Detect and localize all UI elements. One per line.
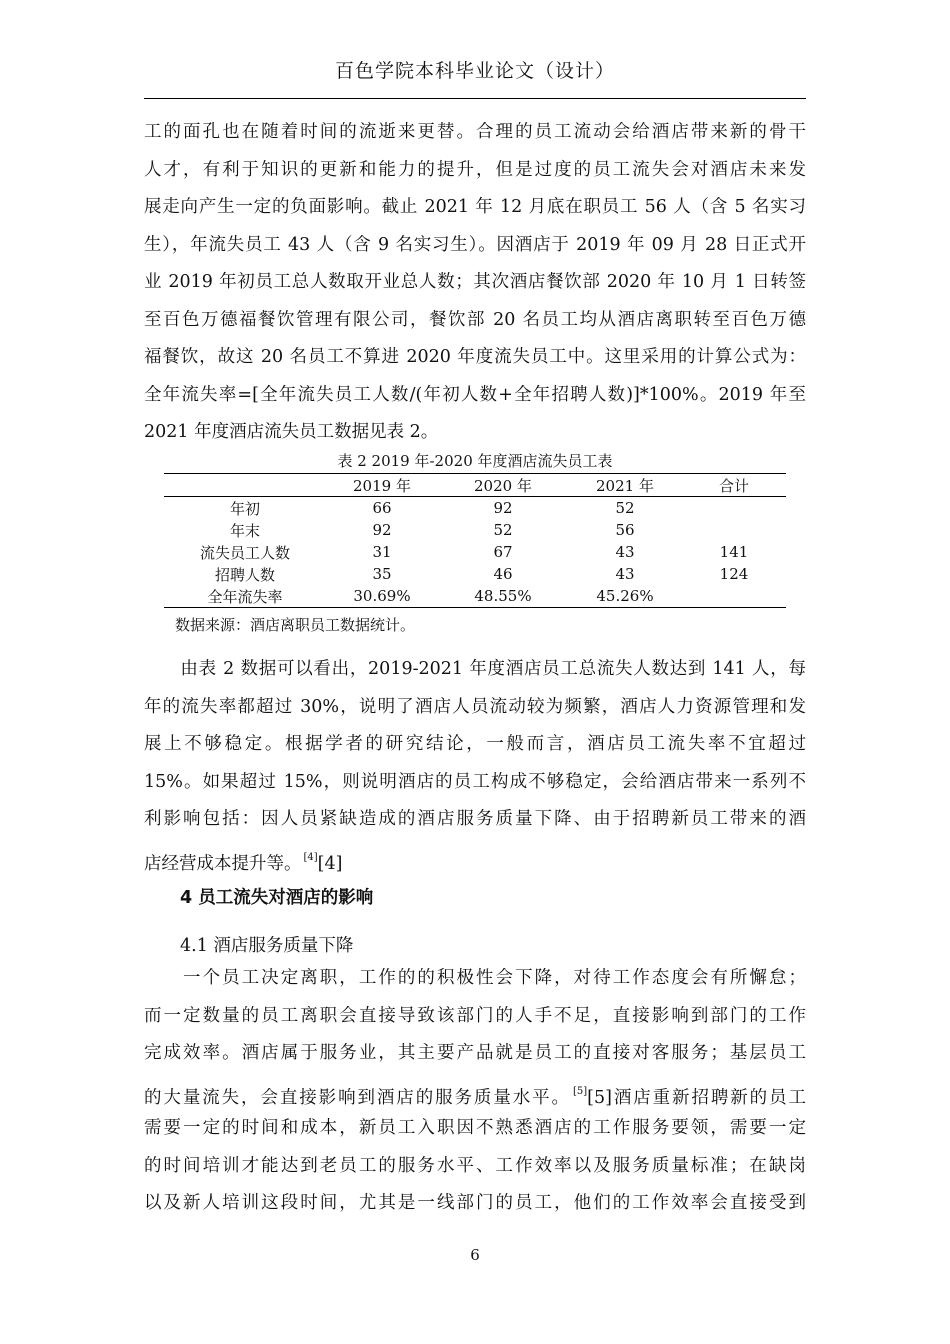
text-line: 生），年流失员工 43 人（含 9 名实习生）。因酒店于 2019 年 09 月 28 日正式开 xyxy=(144,234,806,255)
table-cell xyxy=(682,497,786,520)
table-cell: 66 xyxy=(372,499,392,517)
table-cell: 52 xyxy=(615,499,635,517)
text-line: 至百色万德福餐饮管理有限公司，餐饮部 20 名员工均从酒店离职转至百色万德 xyxy=(144,309,806,330)
text-line: 的时间培训才能达到老员工的服务水平、工作效率以及服务质量标准；在缺岗 xyxy=(144,1155,806,1176)
table-row xyxy=(164,497,786,520)
table-cell: 48.55% xyxy=(474,587,532,605)
text-line: 利影响包括：因人员紧缺造成的酒店服务质量下降、由于招聘新员工带来的酒 xyxy=(144,809,806,829)
table-cell: 46 xyxy=(493,565,513,583)
table-cell: 流失员工人数 xyxy=(199,543,290,562)
paragraph-1 xyxy=(144,114,806,452)
table-cell: 年末 xyxy=(229,521,260,540)
table-cell: 全年流失率 xyxy=(207,587,283,606)
table-header-cell: 2020 年 xyxy=(474,476,532,495)
table-header-row xyxy=(164,474,786,497)
table-cell: 31 xyxy=(372,543,392,561)
text-line xyxy=(144,839,806,877)
line-text: 店经营成本提升等。 xyxy=(144,853,302,874)
table-row xyxy=(164,519,786,541)
table-cell: 141 xyxy=(719,543,749,561)
citation-superscript: [5] xyxy=(572,1085,588,1097)
table-cell: 年初 xyxy=(229,499,260,518)
text-line: 人才，有利于知识的更新和能力的提升，但是过度的员工流失会对酒店未来发 xyxy=(144,159,806,180)
table-caption: 表 2 2019 年-2020 年度酒店流失员工表 xyxy=(337,452,613,470)
table-cell: 52 xyxy=(493,521,513,539)
text-line: 而一定数量的员工离职会直接导致该部门的人手不足，直接影响到部门的工作 xyxy=(144,1005,806,1026)
table-cell xyxy=(682,585,786,608)
table-header-cell xyxy=(164,474,326,497)
text-line xyxy=(144,1073,806,1111)
text-line: 年的流失率都超过 30%，说明了酒店人员流动较为频繁，酒店人力资源管理和发 xyxy=(144,696,806,717)
line-text: 的大量流失，会直接影响到酒店的服务质量水平。 xyxy=(144,1087,571,1108)
section-heading: 4 员工流失对酒店的影响 xyxy=(180,888,374,908)
text-line: 业 2019 年初员工总人数取开业总人数；其次酒店餐饮部 2020 年 10 月 1 日转签 xyxy=(144,272,806,292)
table-cell: 56 xyxy=(615,521,635,539)
table-source-note: 数据来源：酒店离职员工数据统计。 xyxy=(175,616,416,634)
table-header-cell: 合计 xyxy=(718,476,749,495)
citation-superscript: [4] xyxy=(303,851,318,863)
subsection-heading: 4.1 酒店服务质量下降 xyxy=(180,936,354,956)
line-text: [5]酒店重新招聘新的员工 xyxy=(587,1087,806,1108)
table-cell: 43 xyxy=(615,543,635,561)
table-cell: 30.69% xyxy=(353,587,411,605)
paragraph-3 xyxy=(144,960,806,1223)
header-rule xyxy=(144,98,806,99)
table-row xyxy=(164,563,786,585)
table-cell: 92 xyxy=(372,521,392,539)
table-row xyxy=(164,585,786,608)
citation-text: [4] xyxy=(317,853,343,874)
table-cell: 92 xyxy=(493,499,513,517)
table-row xyxy=(164,541,786,563)
table-cell: 45.26% xyxy=(596,587,654,605)
table-cell: 124 xyxy=(719,565,749,583)
paragraph-2 xyxy=(144,651,806,876)
text-line: 展走向产生一定的负面影响。截止 2021 年 12 月底在职员工 56 人（含 5 名实习 xyxy=(144,197,806,217)
table-header-cell: 2021 年 xyxy=(596,476,654,495)
text-line: 15%。如果超过 15%，则说明酒店的员工构成不够稳定，会给酒店带来一系列不 xyxy=(144,771,806,792)
table-cell: 招聘人数 xyxy=(214,565,275,584)
running-header: 百色学院本科毕业论文（设计） xyxy=(334,60,615,82)
text-line: 福餐饮，故这 20 名员工不算进 2020 年度流失员工中。这里采用的计算公式为： xyxy=(144,347,806,367)
text-line: 全年流失率=[全年流失员工人数/(年初人数+全年招聘人数)]*100%。2019 年至 xyxy=(144,384,806,405)
text-line: 展上不够稳定。根据学者的研究结论，一般而言，酒店员工流失率不宜超过 xyxy=(144,734,806,754)
text-line: 需要一定的时间和成本，新员工入职因不熟悉酒店的工作服务要领，需要一定 xyxy=(144,1118,806,1138)
text-line: 工的面孔也在随着时间的流逝来更替。合理的员工流动会给酒店带来新的骨干 xyxy=(144,122,806,142)
table-cell: 35 xyxy=(372,565,392,583)
page-number: 6 xyxy=(470,1246,480,1264)
text-line: 2021 年度酒店流失员工数据见表 2。 xyxy=(144,422,439,442)
text-line: 一个员工决定离职，工作的的积极性会下降，对待工作态度会有所懈怠； xyxy=(144,968,806,988)
table-header-cell: 2019 年 xyxy=(353,476,411,495)
table-cell xyxy=(682,519,786,541)
text-line: 完成效率。酒店属于服务业，其主要产品就是员工的直接对客服务；基层员工 xyxy=(144,1043,806,1063)
table-cell: 43 xyxy=(615,565,635,583)
staff-turnover-table xyxy=(164,473,786,608)
text-line: 由表 2 数据可以看出，2019-2021 年度酒店员工总流失人数达到 141 人，每 xyxy=(144,659,806,679)
text-line: 以及新人培训这段时间，尤其是一线部门的员工，他们的工作效率会直接受到 xyxy=(144,1193,806,1213)
table-cell: 67 xyxy=(493,543,513,561)
